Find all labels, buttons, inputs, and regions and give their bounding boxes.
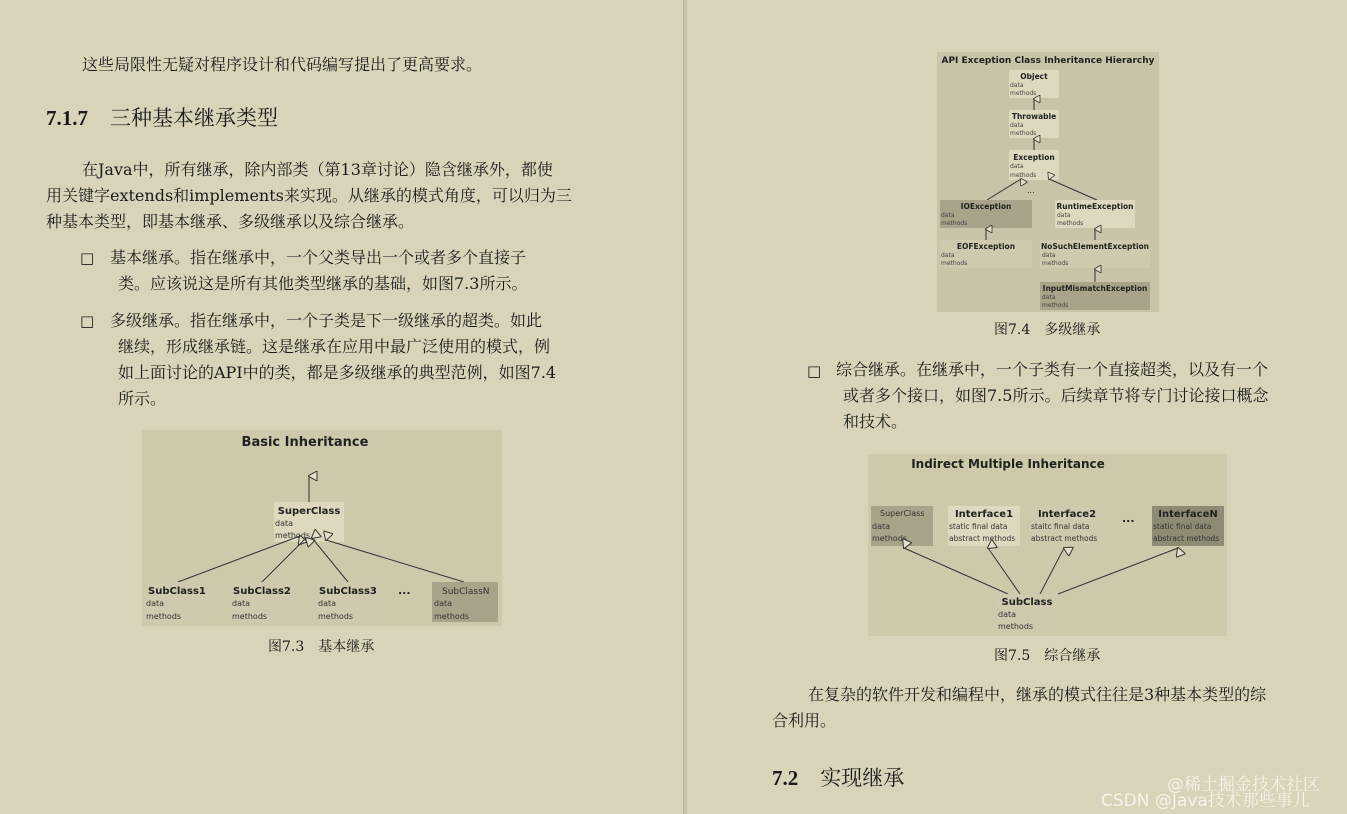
field-label: methods — [1010, 130, 1037, 137]
indirect-multiple-inheritance-diagram — [868, 454, 1227, 636]
ellipsis: ... — [1027, 186, 1035, 195]
bullet-mark: □ — [807, 362, 822, 380]
diagram-title: Indirect Multiple Inheritance — [911, 457, 1105, 471]
field-label: methods — [872, 534, 908, 543]
field-label: static final data — [1153, 522, 1212, 531]
field-label: methods — [146, 612, 182, 621]
paragraph-line: 在Java中，所有继承，除内部类（第13章讨论）隐含继承外，都使 — [82, 160, 553, 179]
class-name: Object — [1020, 72, 1048, 81]
class-name: EOFException — [956, 242, 1016, 251]
class-name: RuntimeException — [1056, 202, 1134, 211]
class-name: NoSuchElementException — [1040, 242, 1150, 251]
ellipsis: ... — [1122, 512, 1135, 525]
figure-caption: 图7.3 基本继承 — [268, 639, 375, 655]
field-label: methods — [232, 612, 268, 621]
field-label: data — [318, 599, 337, 608]
field-label: methods — [1042, 260, 1069, 267]
exception-hierarchy-diagram — [937, 52, 1159, 312]
bullet-line: 基本继承。指在继承中，一个父类导出一个或者多个直接子 — [110, 248, 527, 267]
bullet-line: 继续，形成继承链。这是继承在应用中最广泛使用的模式，例 — [118, 337, 551, 356]
field-label: data — [146, 599, 165, 608]
inheritance-arrow — [326, 540, 464, 582]
field-label: data — [434, 599, 453, 608]
bullet-mark: □ — [80, 312, 95, 330]
field-label: data — [941, 252, 955, 259]
field-label: methods — [434, 612, 470, 621]
bullet-line: 或者多个接口，如图7.5所示。后续章节将专门讨论接口概念 — [843, 386, 1269, 405]
figure-indirect-multiple-inheritance — [868, 454, 1227, 636]
section-title: 实现继承 — [820, 766, 905, 790]
subclass-name: SubClass3 — [319, 586, 377, 597]
subclass-name: SubClass — [1001, 597, 1053, 608]
interface-name: InterfaceN — [1158, 509, 1218, 520]
figure-caption: 图7.4 多级继承 — [994, 322, 1101, 338]
ellipsis: ... — [398, 584, 411, 597]
superclass-name: SuperClass — [880, 509, 925, 518]
field-label: abstract methods — [1153, 534, 1220, 543]
field-label: data — [1042, 252, 1056, 259]
field-label: methods — [941, 220, 968, 227]
field-label: methods — [941, 260, 968, 267]
field-label: abstract methods — [1031, 534, 1098, 543]
bullet-line: 所示。 — [118, 389, 167, 408]
field-label: data — [275, 519, 294, 528]
field-label: data — [941, 212, 955, 219]
interface-name: Interface2 — [1037, 509, 1097, 520]
bullet-line: 综合继承。在继承中，一个子类有一个直接超类，以及有一个 — [836, 360, 1269, 379]
right-page — [687, 0, 1347, 814]
field-label: methods — [318, 612, 354, 621]
field-label: abstract methods — [949, 534, 1016, 543]
inheritance-arrow — [1049, 179, 1097, 200]
section-heading — [46, 102, 278, 132]
field-label: staitc final data — [1031, 522, 1090, 531]
section-number: 7.2 — [772, 766, 799, 790]
basic-inheritance-diagram — [142, 430, 502, 626]
inheritance-arrow — [1040, 548, 1064, 594]
watermark: @稀土掘金技术社区 — [1167, 775, 1320, 795]
inheritance-arrow — [178, 536, 300, 582]
field-label: data — [1010, 122, 1024, 129]
diagram-title: API Exception Class Inheritance Hierarchy — [941, 56, 1155, 66]
class-name: InputMismatchException — [1042, 284, 1148, 293]
field-label: data — [872, 522, 891, 531]
figure-caption: 图7.5 综合继承 — [994, 648, 1101, 664]
superclass-name: SuperClass — [277, 506, 341, 517]
inheritance-arrow — [262, 538, 306, 582]
subclass-name: SubClass2 — [233, 586, 291, 597]
field-label: data — [1010, 163, 1024, 170]
interface-name: Interface1 — [954, 509, 1014, 520]
paragraph-line: 用关键字extends和implements来实现。从继承的模式角度，可以归为三 — [46, 186, 572, 205]
field-label: methods — [1010, 90, 1037, 97]
watermark: CSDN @Java技术那些事儿 — [1101, 791, 1310, 811]
paragraph-line: 合利用。 — [772, 711, 837, 730]
bullet-line: 如上面讨论的API中的类，都是多级继承的典型范例，如图7.4 — [118, 363, 557, 382]
diagram-title: Basic Inheritance — [241, 435, 369, 450]
section-title: 三种基本继承类型 — [110, 106, 278, 130]
field-label: data — [1042, 294, 1056, 301]
field-label: methods — [998, 622, 1034, 631]
field-label: methods — [1057, 220, 1084, 227]
field-label: methods — [1010, 172, 1037, 179]
paragraph-line: 在复杂的软件开发和编程中，继承的模式往往是3种基本类型的综 — [808, 685, 1267, 704]
subclass-name: SubClass1 — [148, 586, 206, 597]
inheritance-arrow — [987, 179, 1021, 200]
bullet-line: 多级继承。指在继承中，一个子类是下一级继承的超类。如此 — [110, 311, 543, 330]
inheritance-arrow — [1058, 548, 1178, 594]
bullet-line: 和技术。 — [843, 412, 908, 431]
class-name: Exception — [1013, 153, 1055, 162]
figure-multilevel-inheritance — [937, 52, 1159, 312]
section-heading — [772, 762, 904, 792]
field-label: data — [998, 610, 1017, 619]
field-label: methods — [275, 531, 311, 540]
figure-basic-inheritance — [142, 430, 502, 626]
field-label: data — [1057, 212, 1071, 219]
field-label: static final data — [949, 522, 1008, 531]
section-number: 7.1.7 — [46, 106, 88, 130]
class-name: IOException — [960, 202, 1012, 211]
intro-line: 这些局限性无疑对程序设计和代码编写提出了更高要求。 — [82, 55, 483, 74]
field-label: data — [232, 599, 251, 608]
field-label: methods — [1042, 302, 1069, 309]
field-label: data — [1010, 82, 1024, 89]
class-name: Throwable — [1011, 112, 1057, 121]
subclass-name: SubClassN — [442, 587, 490, 597]
bullet-line: 类。应该说这是所有其他类型继承的基础，如图7.3所示。 — [118, 274, 528, 293]
bullet-mark: □ — [80, 249, 95, 267]
paragraph-line: 种基本类型，即基本继承、多级继承以及综合继承。 — [46, 212, 415, 231]
